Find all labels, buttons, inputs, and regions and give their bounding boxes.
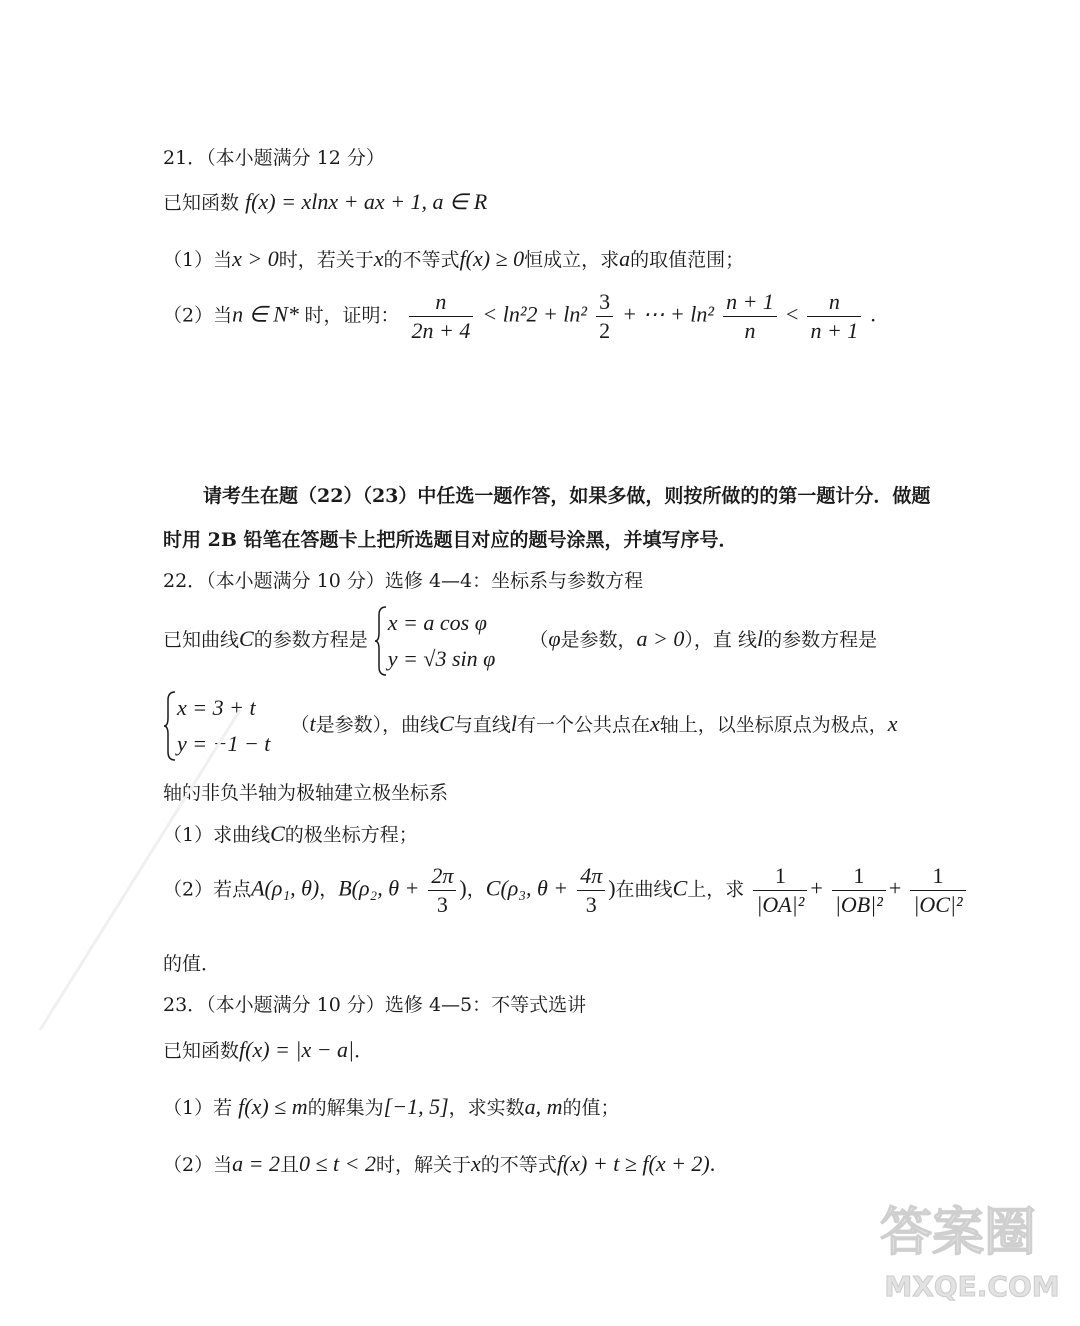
fraction-1-over-oa2: $\frac{1}{\text{|OA|²}}$ <box>753 862 807 919</box>
q21-heading: 21．（本小题满分 12 分） <box>163 147 385 169</box>
fraction-1-over-ob2: $\frac{1}{\text{|OB|²}}$ <box>832 862 886 919</box>
fraction-1-over-oc2: $\frac{1}{\text{|OC|²}}$ <box>910 862 965 919</box>
q23-part2: （2）当a = 2且0 ≤ t < 2时，解关于x的不等式f(x) + t ≥ f(x + 2). <box>163 1151 716 1176</box>
watermark-site-text: MXQE.COM <box>884 1270 1060 1303</box>
q21-part2: （2）当n ∈ N* 时，证明： $\frac{n}{2n + 4}$ < ln²2 + ln² $\frac{3}{2}$ + ⋯ + ln² $\frac{n + 1}{n}$ < $\frac{n}{n + 1}$ . <box>163 289 876 343</box>
param-system-l: x = 3 + t y = −1 − t <box>163 690 270 762</box>
fraction-n-over-2n4: $\frac{n}{2n + 4}$ <box>409 288 474 345</box>
watermark-logo-icon <box>860 1188 1060 1308</box>
q22-part1: （1）求曲线C的极坐标方程； <box>163 821 418 846</box>
q22-line-l: x = 3 + t y = −1 − t （t是参数），曲线C与直线l有一个公共点在x轴上，以坐标原点为极点，x <box>163 690 898 762</box>
watermark-logo-text: 答案圈 <box>879 1203 1037 1263</box>
q22-value-line: 的值． <box>163 953 221 975</box>
fraction-4pi-over-3: $\frac{4\pi}{3}$ <box>577 862 605 919</box>
q22-curve-c: 已知曲线C的参数方程是 x = a cos φ y = √3 sin φ （φ是参数，a > 0），直 线l的参数方程是 <box>163 605 877 677</box>
q21-intro: 已知函数 f(x) = xlnx + ax + 1, a ∈ R <box>163 189 488 214</box>
fraction-n-over-n1: $\frac{n}{n + 1}$ <box>807 288 861 345</box>
q23-part1: （1）若 f(x) ≤ m的解集为[−1, 5]，求实数a, m的值； <box>163 1094 620 1119</box>
q22-axis-line: 轴的非负半轴为极轴建立极坐标系 <box>163 782 449 804</box>
param-system-c: x = a cos φ y = √3 sin φ <box>374 605 496 677</box>
scan-mark <box>30 700 250 1040</box>
q23-heading: 23．（本小题满分 10 分）选修 4—5：不等式选讲 <box>163 994 587 1016</box>
fraction-2pi-over-3: $\frac{2\pi}{3}$ <box>428 862 456 919</box>
watermark-logo <box>860 1188 1060 1312</box>
q22-heading: 22．（本小题满分 10 分）选修 4—4：坐标系与参数方程 <box>163 570 644 592</box>
notice-line-2: 时用 2B 铅笔在答题卡上把所选题目对应的题号涂黑，并填写序号． <box>163 529 738 551</box>
notice-line-1: 请考生在题（22）（23）中任选一题作答，如果多做，则按所做的的第一题计分．做题 <box>203 485 931 507</box>
q23-intro: 已知函数f(x) = |x − a|． <box>163 1037 374 1062</box>
q22-part2: （2）若点A(ρ₁, θ)，B(ρ₂, θ + $\frac{2\pi}{3}$ )，C(ρ₃, θ + $\frac{4\pi}{3}$ )在曲线C上，求 $\frac{1}{\text{|OA|²}}$ + $\frac{1}{\text{|OB|²}}$ + $\frac{1}{\text{|OC|²}}$ <box>163 862 969 919</box>
left-brace-icon <box>374 605 388 677</box>
fraction-n1-over-n: $\frac{n + 1}{n}$ <box>723 288 777 345</box>
q21-part1: （1）当x > 0时，若关于x的不等式f(x) ≥ 0恒成立，求a的取值范围； <box>163 246 745 271</box>
fraction-3-over-2: $\frac{3}{2}$ <box>596 288 613 345</box>
